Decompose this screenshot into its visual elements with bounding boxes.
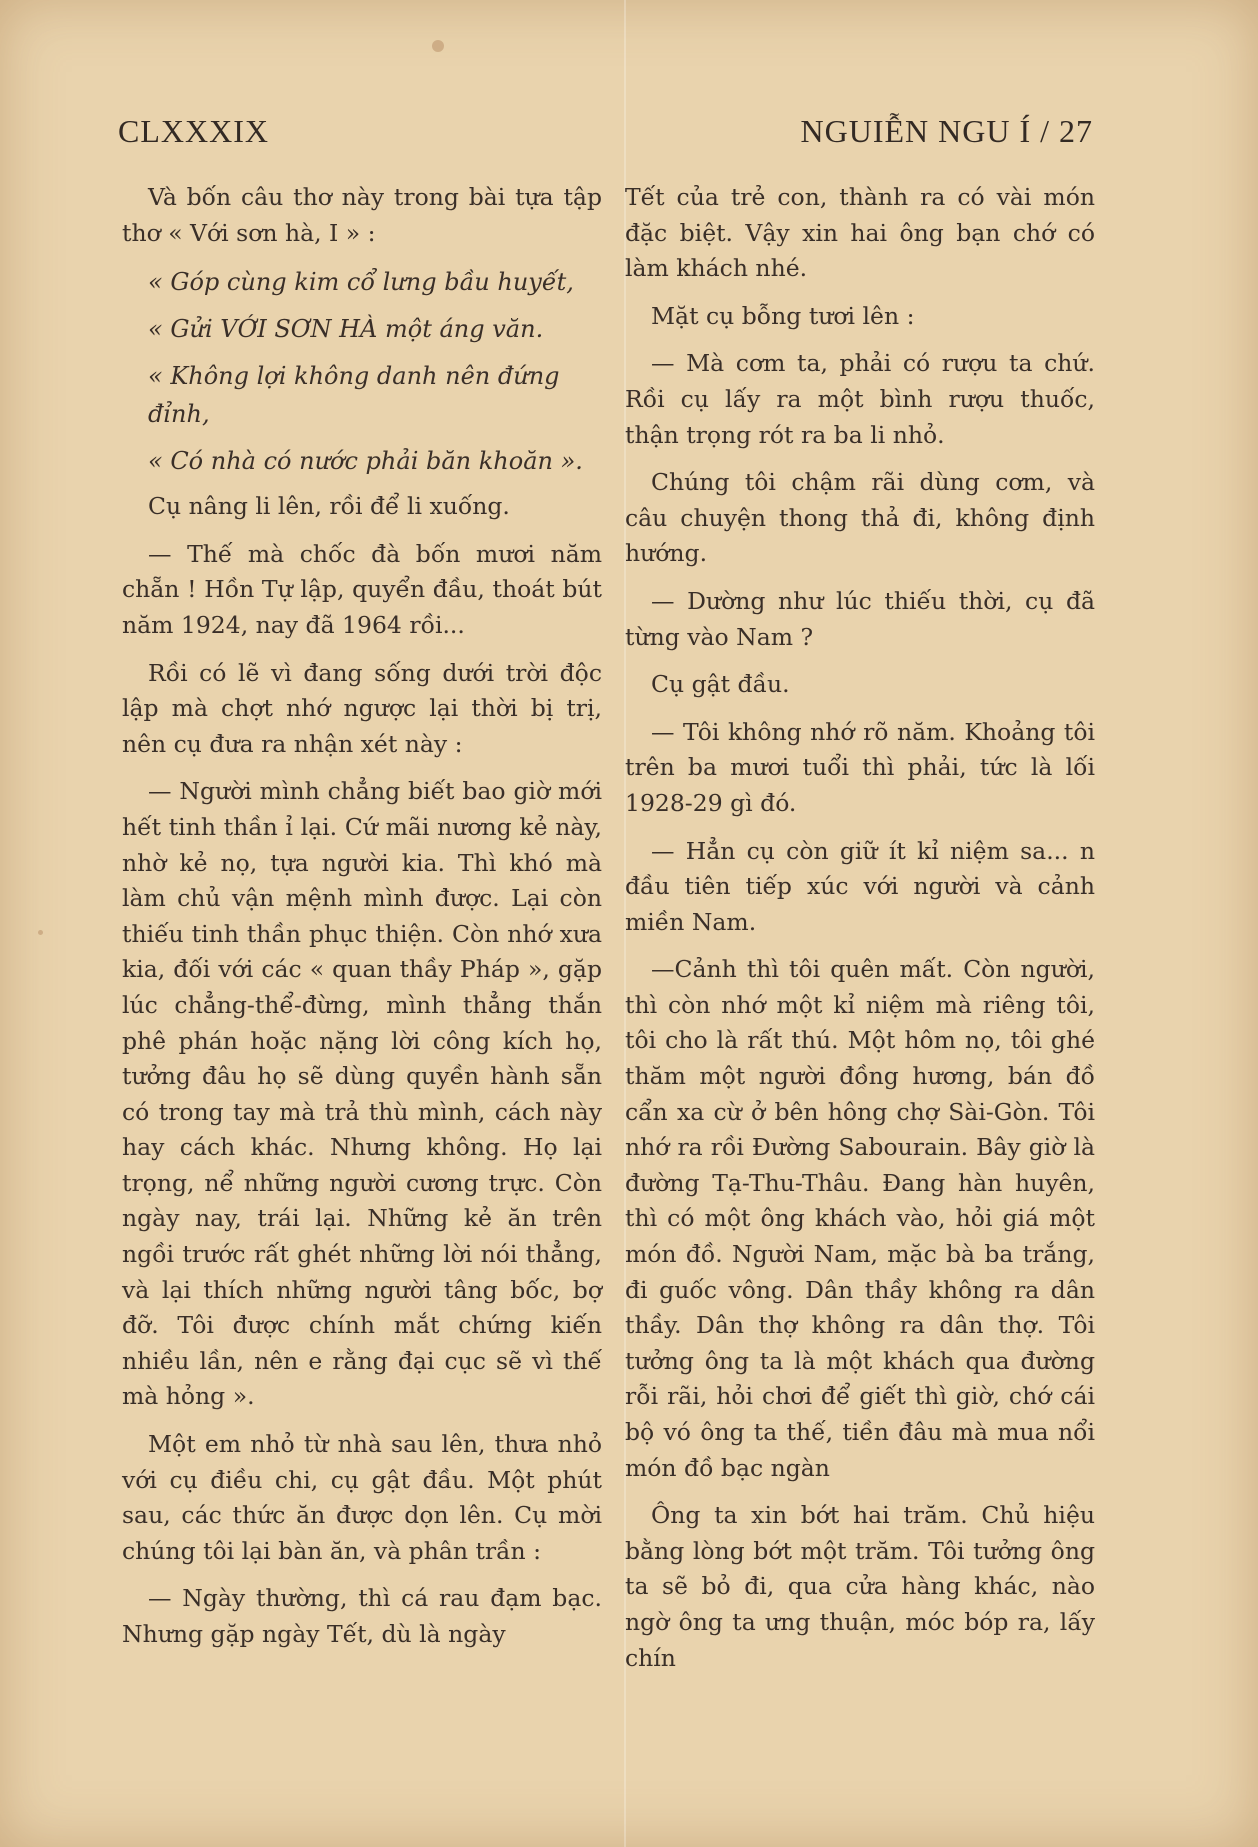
- paragraph: Chúng tôi chậm rãi dùng cơm, và câu chuyện thong thả đi, không định hướng.: [625, 468, 1095, 568]
- paragraph: — Thế mà chốc đà bốn mươi năm chẵn ! Hồn Tự lập, quyển đầu, thoát bút năm 1924, nay đã 1964 rồi...: [122, 539, 602, 639]
- verse-line: « Không lợi không danh nên đứng đỉnh,: [148, 362, 560, 429]
- page-roman-numeral: CLXXXIX: [118, 113, 269, 149]
- paragraph: Tết của trẻ con, thành ra có vài món đặc biệt. Vậy xin hai ông bạn chớ có làm khách nhé.: [625, 183, 1095, 283]
- stain-spot: [38, 930, 43, 935]
- verse-line: « Có nhà có nước phải băn khoăn ».: [148, 447, 583, 476]
- paragraph: Cụ nâng li lên, rồi để li xuống.: [148, 492, 510, 521]
- paragraph: — Mà cơm ta, phải có rượu ta chứ. Rồi cụ lấy ra một bình rượu thuốc, thận trọng rót ra ba li nhỏ.: [625, 349, 1095, 449]
- stain-spot: [432, 40, 444, 52]
- right-column: [625, 180, 1095, 1688]
- running-title: NGUIỄN NGU Í / 27: [800, 113, 1093, 149]
- paragraph: — Người mình chẳng biết bao giờ mới hết tinh thần ỉ lại. Cứ mãi nương kẻ này, nhờ kẻ nọ, tựa người kia. Thì khó mà làm chủ vận mệnh mình được. Lại còn thiếu tinh thần phục thiện. Còn nhớ xưa kia, đối với các « quan thầy Pháp », gặp lúc chẳng-thể-đừng, mình thẳng thắn phê phán hoặc nặng lời công kích họ, tưởng đâu họ sẽ dùng quyền hành sẵn có trong tay mà trả thù mình, cách này hay cách khác. Nhưng không. Họ lại trọng, nể những người cương trực. Còn ngày nay, trái lại. Những kẻ ăn trên ngồi trước rất ghét những lời nói thẳng, và lại thích những người tâng bốc, bợ đỡ. Tôi được chính mắt chứng kiến nhiều lần, nên e rằng đại cục sẽ vì thế mà hỏng ».: [122, 777, 602, 1411]
- paragraph: — Hẳn cụ còn giữ ít kỉ niệm sa... n đầu tiên tiếp xúc với người và cảnh miền Nam.: [625, 836, 1095, 936]
- paragraph: — Dường như lúc thiếu thời, cụ đã từng vào Nam ?: [625, 586, 1095, 651]
- paragraph: Mặt cụ bỗng tươi lên :: [651, 301, 915, 330]
- paragraph: —Cảnh thì tôi quên mất. Còn người, thì còn nhớ một kỉ niệm mà riêng tôi, tôi cho là rất thú. Một hôm nọ, tôi ghé thăm một người đồng hương, bán đồ cẩn xa cừ ở bên hông chợ Sài-Gòn. Tôi nhớ ra rồi Đường Sabourain. Bây giờ là đường Tạ-Thu-Thâu. Đang hàn huyên, thì có một ông khách vào, hỏi giá một món đồ. Người Nam, mặc bà ba trắng, đi guốc vông. Dân thầy không ra dân thầy. Dân thợ không ra dân thợ. Tôi tưởng ông ta là một khách qua đường rỗi rãi, hỏi chơi để giết thì giờ, chớ cái bộ vó ông ta thế, tiền đâu mà mua nổi món đồ bạc ngàn: [625, 955, 1095, 1482]
- paragraph: Cụ gật đầu.: [651, 670, 790, 699]
- verse-line: « Góp cùng kim cổ lưng bầu huyết,: [148, 268, 574, 297]
- verse-line: « Gửi VỚI SƠN HÀ một áng văn.: [148, 315, 544, 344]
- paragraph: Rồi có lẽ vì đang sống dưới trời độc lập mà chợt nhớ ngược lại thời bị trị, nên cụ đưa ra nhận xét này :: [122, 658, 602, 758]
- paragraph: Và bốn câu thơ này trong bài tựa tập thơ « Với sơn hà, I » :: [122, 183, 602, 247]
- paragraph: — Tôi không nhớ rõ năm. Khoảng tôi trên ba mươi tuổi thì phải, tức là lối 1928-29 gì đó.: [625, 717, 1095, 817]
- paragraph: Ông ta xin bớt hai trăm. Chủ hiệu bằng lòng bớt một trăm. Tôi tưởng ông ta sẽ bỏ đi, qua cửa hàng khác, nào ngờ ông ta ưng thuận, móc bóp ra, lấy chín: [625, 1501, 1095, 1672]
- paragraph: — Ngày thường, thì cá rau đạm bạc. Nhưng gặp ngày Tết, dù là ngày: [122, 1584, 602, 1648]
- paragraph: Một em nhỏ từ nhà sau lên, thưa nhỏ với cụ điều chi, cụ gật đầu. Một phút sau, các thức ăn được dọn lên. Cụ mời chúng tôi lại bàn ăn, và phân trần :: [122, 1430, 602, 1565]
- left-column: [122, 180, 602, 1665]
